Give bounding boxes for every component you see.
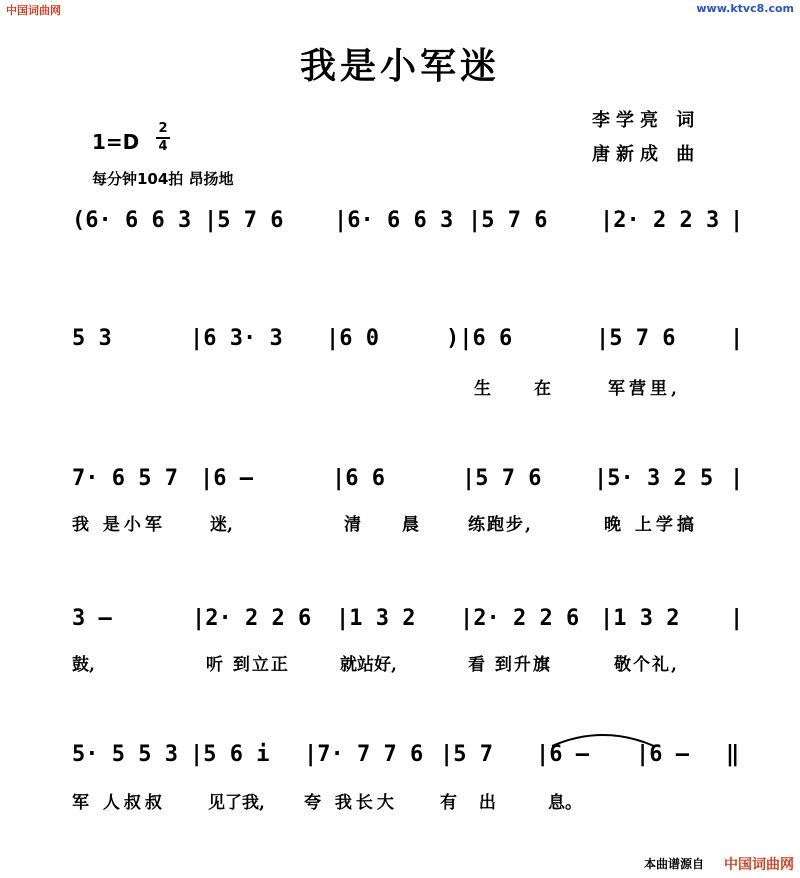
measure: |2· 2 2 3 [600,208,720,233]
barline: | [730,466,744,491]
lyric: 息。 [548,793,582,813]
measure: 5· 5 5 3 [72,742,178,767]
watermark-right: www.ktvc8.com [696,2,794,15]
measure: |5 7 6 [462,466,542,491]
time-signature [156,122,170,154]
measure: )|6 6 [446,326,513,351]
lyric: 军 人叔叔 [72,793,166,813]
lyric: 练跑步, [468,515,533,535]
time-signature-denominator: 4 [158,139,168,154]
measure: |5 6 i [190,742,270,767]
lyric: 清 [344,515,361,535]
measure: |7· 7 7 6 [304,742,424,767]
measure: |2· 2 2 6 [460,606,580,631]
measure: 3 – [72,606,112,631]
lyric: 鼓, [72,655,95,675]
measure: |6 – [636,742,689,767]
measure: 7· 6 5 7 [72,466,178,491]
lyric: 在 [534,379,551,399]
composer-credit: 唐新成 曲 [592,144,701,165]
lyric: 听 到立正 [206,655,290,675]
song-title: 我是小军迷 [299,45,500,87]
watermark-left: 中国词曲网 [6,4,61,17]
measure: |5 7 6 [596,326,676,351]
lyric: 有 出 [440,793,504,813]
measure: |5 7 6 [204,208,284,233]
lyric: 敬个礼, [614,655,679,675]
barline: | [730,606,744,631]
time-signature-numerator: 2 [158,121,168,136]
measure: |6 0 [326,326,379,351]
lyric: 生 [474,379,491,399]
lyric: 我 是小军 [72,515,166,535]
lyric: 晚 上学搞 [604,515,698,535]
measure: |1 3 2 [336,606,416,631]
lyricist-credit: 李学亮 词 [592,110,701,131]
tie-arc [548,728,658,748]
measure: |5· 3 2 5 [594,466,714,491]
measure: |2· 2 2 6 [192,606,312,631]
lyric: 看 到升旗 [468,655,552,675]
measure: |5 7 6 [468,208,548,233]
lyric: 迷, [210,515,233,535]
measure: |6 6 [332,466,385,491]
measure: (6· 6 6 3 [72,208,192,233]
measure: |1 3 2 [600,606,680,631]
lyric: 军营里, [608,379,681,399]
footer-site-link[interactable]: 中国词曲网 [724,857,794,873]
footer-source-label: 本曲谱源自 [643,857,704,871]
measure: |5 7 [440,742,493,767]
tempo-marking: 每分钟104拍 昂扬地 [92,170,234,188]
lyric: 晨 [402,515,419,535]
final-barline: ‖ [726,742,740,767]
measure: 5 3 [72,326,112,351]
lyric: 见了我, [208,793,265,813]
measure: |6 – [200,466,253,491]
measure: |6 3· 3 [190,326,283,351]
measure: |6· 6 6 3 [334,208,454,233]
key-signature: 1=D [92,130,140,154]
lyric: 就站好, [340,655,397,675]
barline: | [730,208,744,233]
lyric: 夸 我长大 [304,793,398,813]
measure: |6 – [536,742,589,767]
barline: | [730,326,744,351]
